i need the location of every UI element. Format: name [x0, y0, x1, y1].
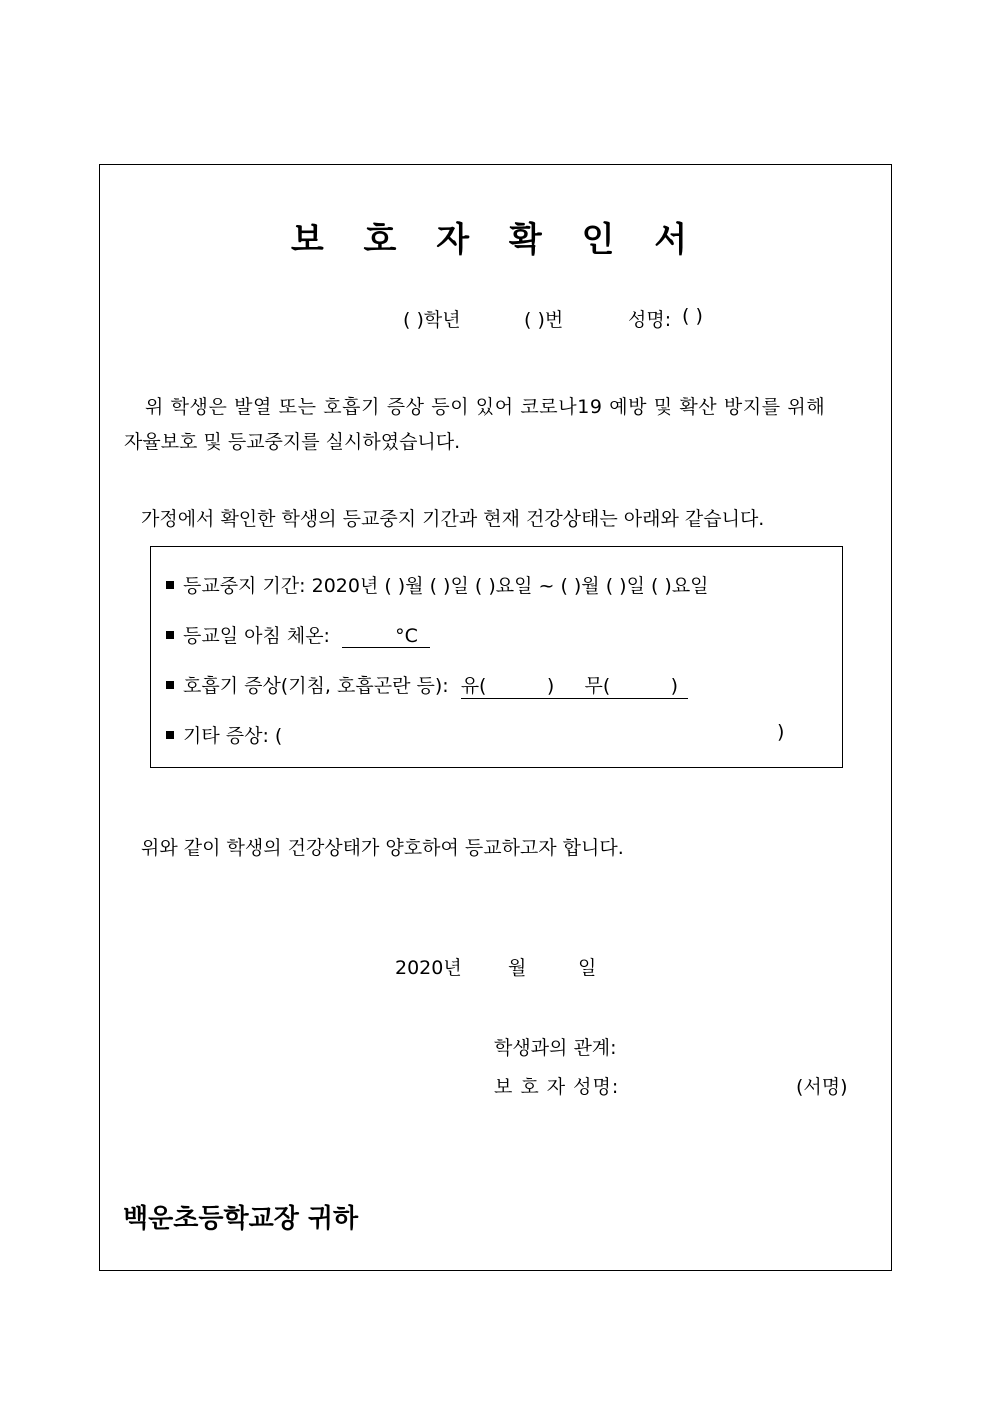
temperature-label: 등교일 아침 체온: [183, 625, 330, 647]
bullet-square-icon [166, 731, 174, 739]
respiratory-choice: 유( ) 무( ) [461, 671, 688, 699]
health-status-box [150, 546, 843, 768]
list-item-period [166, 571, 709, 598]
date-day: 일 [578, 957, 597, 979]
list-item-temperature [166, 621, 430, 648]
relation-label: 학생과의 관계: [494, 1037, 617, 1059]
period-text: 등교중지 기간: 2020년 ( )월 ( )일 ( )요일 ~ ( )월 ( )일 ( )요일 [183, 575, 709, 597]
paragraph-2: 가정에서 확인한 학생의 등교중지 기간과 현재 건강상태는 아래와 같습니다. [141, 508, 765, 530]
conclusion-text: 위와 같이 학생의 건강상태가 양호하여 등교하고자 합니다. [141, 837, 624, 859]
list-item-respiratory [166, 671, 688, 699]
document-title: 보 호 자 확 인 서 [290, 220, 702, 260]
respiratory-label: 호흡기 증상(기침, 호흡곤란 등): [183, 675, 449, 697]
bullet-square-icon [166, 581, 174, 589]
recipient: 백운초등학교장 귀하 [123, 1204, 359, 1234]
list-item-other-symptoms [166, 721, 282, 748]
date-month: 월 [508, 957, 527, 979]
date-year: 2020년 [395, 957, 462, 979]
paragraph-1-line-1: 위 학생은 발열 또는 호흡기 증상 등이 있어 코로나19 예방 및 확산 방지를 위해 [145, 396, 826, 418]
paragraph-1-line-2: 자율보호 및 등교중지를 실시하였습니다. [124, 431, 461, 453]
name-field: ( ) [682, 305, 703, 327]
bullet-square-icon [166, 681, 174, 689]
bullet-square-icon [166, 631, 174, 639]
grade-field: ( )학년 [403, 309, 461, 331]
celsius-unit: °C [395, 625, 418, 647]
name-label: 성명: [628, 309, 672, 331]
temperature-blank [342, 625, 430, 648]
number-field: ( )번 [524, 309, 564, 331]
signature-mark: (서명) [796, 1076, 848, 1098]
guardian-name-label: 보 호 자 성명: [494, 1076, 620, 1098]
other-symptoms-close: ) [777, 721, 785, 743]
other-symptoms-text: 기타 증상: ( [183, 725, 283, 747]
